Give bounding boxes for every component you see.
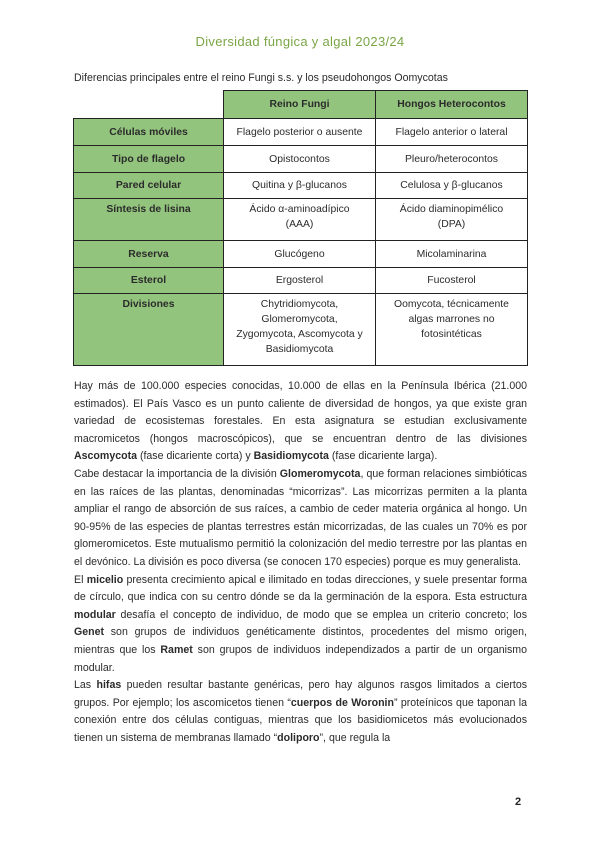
row-header: Tipo de flagelo — [74, 146, 224, 173]
table-cell: Fucosterol — [376, 268, 528, 294]
text-run: (fase dicariente larga). — [328, 450, 438, 463]
table-cell — [224, 294, 376, 366]
table-cell: Micolaminarina — [376, 241, 528, 268]
text-run: son grupos de individuos independizados a partir de un organismo modular. — [74, 643, 527, 674]
row-header: Reserva — [74, 241, 224, 268]
cell-line: Zygomycota, Ascomycota y — [236, 329, 363, 340]
cell-line: Oomycota, técnicamente — [394, 299, 509, 310]
table-caption: Diferencias principales entre el reino Fungi s.s. y los pseudohongos Oomycotas — [74, 72, 448, 84]
table-cell: Flagelo posterior o ausente — [224, 119, 376, 146]
table-row — [74, 119, 528, 146]
cell-line: algas marrones no — [408, 314, 495, 325]
cell-line: Ácido diaminopimélico — [399, 204, 504, 215]
cell-line: Glomeromycota, — [261, 314, 338, 325]
row-header: Esterol — [74, 268, 224, 294]
table-row — [74, 173, 528, 199]
bold-term: cuerpos de Woronin — [290, 696, 394, 709]
cell-line: Basidiomycota — [265, 344, 334, 355]
table-row — [74, 294, 528, 366]
row-header: Pared celular — [74, 173, 224, 199]
table-cell — [376, 199, 528, 241]
table-cell: Quitina y β-glucanos — [224, 173, 376, 199]
page-header: Diversidad fúngica y algal 2023/24 — [195, 34, 405, 49]
table-corner — [74, 91, 224, 119]
table-cell — [376, 294, 528, 366]
bold-term: Ramet — [160, 643, 193, 656]
table-row — [74, 199, 528, 241]
paragraph — [74, 677, 527, 747]
text-run: Hay más de 100.000 especies conocidas, 10.000 de ellas en la Península Ibérica (21.000 estimados). El País Vasco es un punto caliente de diversidad de hongos, ya que existe gran variedad de ecosistemas forestales. En esta asignatura se estudian exclusivamente macromicetos (hongos macroscópicos), que se encuentran dentro de las divisiones — [74, 380, 527, 445]
bold-term: modular — [74, 608, 116, 621]
table-cell: Glucógeno — [224, 241, 376, 268]
text-run: , que forman relaciones simbióticas en las raíces de las plantas, denominadas “micorrizas”. Las micorrizas permiten a la planta ampliar el rango de absorción de sus raíces, a cambio de ceder materia orgánica al hongo. Un 90-95% de las especies de plantas terrestres están micorrizadas, de las cuales un 70% es por glomeromicetos. Este mutualismo permitió la colonización del medio terrestre por las plantas en el devónico. La división es poco diversa (se conocen 170 especies) porque es muy generalista. — [74, 467, 527, 568]
bold-term: hifas — [96, 679, 122, 692]
text-run: ”, que regula la — [319, 731, 391, 744]
table-row — [74, 146, 528, 173]
paragraph — [74, 466, 527, 572]
text-run: (fase dicariente corta) y — [137, 450, 254, 463]
bold-term: micelio — [86, 573, 124, 586]
cell-line: (DPA) — [437, 219, 466, 230]
text-run: desafía el concepto de individuo, de modo que se emplea un criterio concreto; los — [115, 608, 527, 621]
paragraph — [74, 378, 527, 466]
text-run: pueden resultar bastante genéricas, pero hay algunos rasgos limitados a ciertos grupos. Por ejemplo; los ascomicetos tienen “ — [74, 679, 528, 709]
row-header: Divisiones — [74, 294, 224, 366]
comparison-table — [73, 90, 528, 366]
cell-line: Ácido α-aminoadípico — [249, 204, 350, 215]
table-cell: Opistocontos — [224, 146, 376, 173]
row-header: Síntesis de lisina — [74, 199, 224, 241]
table-row — [74, 268, 528, 294]
table-cell: Flagelo anterior o lateral — [376, 119, 528, 146]
column-header: Reino Fungi — [224, 91, 376, 119]
bold-term: Ascomycota — [74, 450, 137, 463]
cell-line: Chytridiomycota, — [260, 299, 339, 310]
table-cell: Ergosterol — [224, 268, 376, 294]
text-run: Cabe destacar la importancia de la división — [74, 467, 280, 480]
cell-line: (AAA) — [285, 219, 314, 230]
table-row — [74, 241, 528, 268]
text-run: ” proteínicos que taponan la conexión entre dos células contiguas, mientras que los basidiomicetos más evolucionados tienen un sistema de membranas llamado “ — [74, 696, 528, 744]
table-cell: Pleuro/heterocontos — [376, 146, 528, 173]
table-cell — [224, 199, 376, 241]
bold-term: Glomeromycota — [279, 467, 361, 480]
column-header: Hongos Heterocontos — [376, 91, 528, 119]
text-run: presenta crecimiento apical e ilimitado en todas direcciones, y suele presentar forma de círculo, que indica con su centro dónde se da la germinación de la espora. Esta estructura — [74, 573, 527, 604]
text-run: El — [74, 573, 87, 586]
row-header: Células móviles — [74, 119, 224, 146]
text-run: Las — [74, 679, 97, 692]
bold-term: Genet — [74, 626, 105, 639]
text-run: son grupos de individuos genéticamente distintos, procedentes del mismo origen, mientras que los — [74, 626, 527, 656]
bold-term: doliporo — [277, 731, 320, 744]
page-number: 2 — [515, 796, 522, 808]
table-cell: Celulosa y β-glucanos — [376, 173, 528, 199]
paragraph — [74, 572, 527, 678]
body-text — [74, 378, 527, 747]
cell-line: fotosintéticas — [421, 329, 482, 340]
bold-term: Basidiomycota — [253, 450, 329, 463]
table-header-row — [74, 91, 528, 119]
